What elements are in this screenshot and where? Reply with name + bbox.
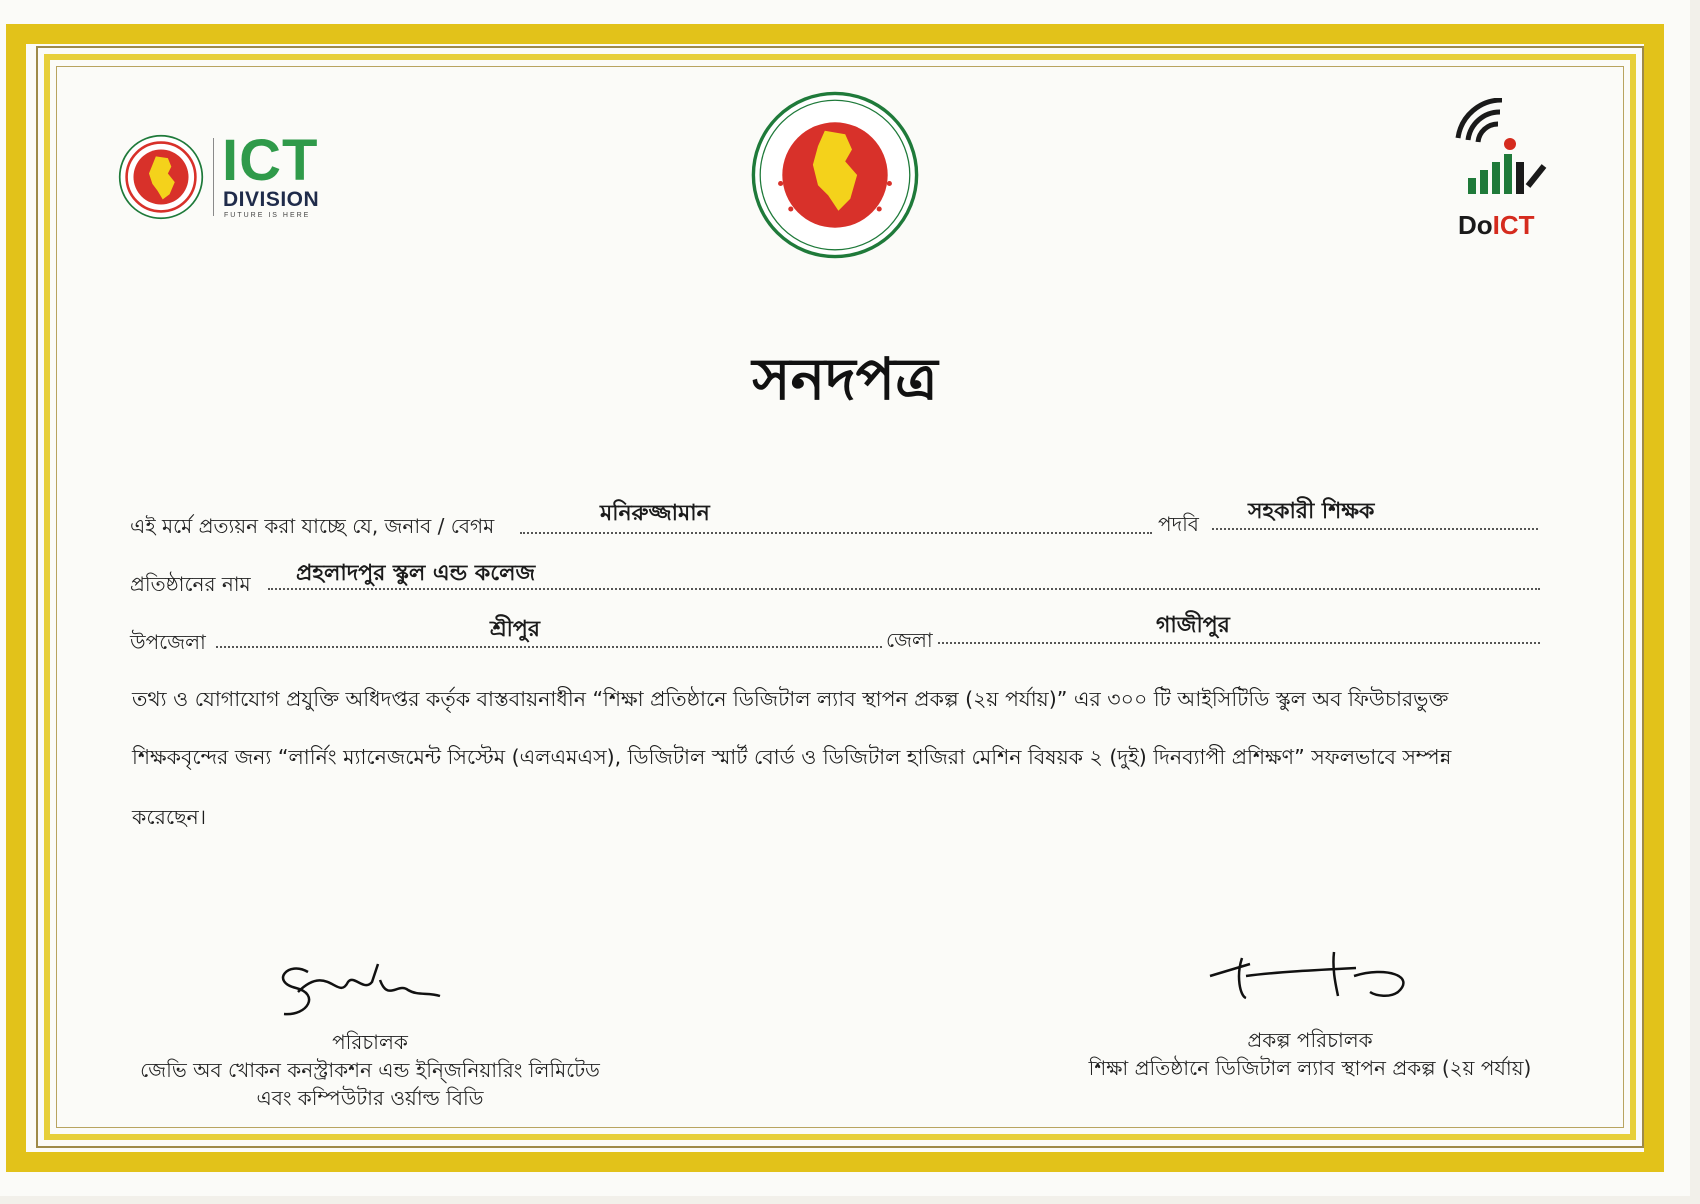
right-signatory-org-1: শিক্ষা প্রতিষ্ঠানে ডিজিটাল ল্যাব স্থাপন প্রকল্প (২য় পর্যায়) [1088, 1056, 1532, 1080]
doict-ict: ICT [1492, 210, 1535, 240]
body-line-3: করেছেন। [132, 805, 207, 829]
logo-divider [213, 138, 214, 216]
upazila-dotted-line [216, 646, 882, 648]
left-signatory-org-1: জেভি অব খোকন কনস্ট্রাকশন এন্ড ইন্জিনিয়ারিং লিমিটেড [140, 1058, 600, 1082]
ict-wordmark: ICT [222, 128, 319, 193]
left-signature-icon [268, 952, 448, 1022]
government-seal-small-icon [118, 134, 204, 220]
institution-value: প্রহলাদপুর স্কুল এন্ড কলেজ [296, 561, 536, 586]
left-signatory-org-2: এবং কম্পিউটার ওর্য়াল্ড বিডি [256, 1086, 484, 1110]
district-label: জেলা [886, 628, 933, 652]
doict-logo [1448, 98, 1560, 238]
right-signatory-title: প্রকল্প পরিচালক [1247, 1028, 1373, 1052]
left-signatory-title: পরিচালক [332, 1030, 408, 1054]
designation-label: পদবি [1158, 512, 1199, 536]
signal-bars-icon [1448, 98, 1560, 208]
division-wordmark: DIVISION [223, 188, 320, 211]
institution-label: প্রতিষ্ঠানের নাম [130, 572, 251, 596]
upazila-label: উপজেলা [130, 630, 206, 654]
government-seal-icon [750, 90, 920, 260]
right-signature-icon [1206, 946, 1416, 1016]
doict-wordmark [1458, 210, 1535, 241]
district-dotted-line [938, 642, 1540, 644]
ict-division-logo [118, 130, 338, 226]
designation-value: সহকারী শিক্ষক [1248, 499, 1375, 524]
body-line-2: শিক্ষকবৃন্দের জন্য “লার্নিং ম্যানেজমেন্ট সিস্টেম (এলএমএস), ডিজিটাল স্মার্ট বোর্ড ও ডিজিটাল হাজিরা মেশিন বিষয়ক ২ (দুই) দিনব্যাপী প্রশিক্ষণ” সফলভাবে সম্পন্ন [132, 745, 1452, 769]
name-value: মনিরুজ্জামান [600, 501, 710, 526]
doict-do: Do [1458, 210, 1493, 240]
ict-tagline: FUTURE IS HERE [224, 212, 311, 219]
upazila-value: শ্রীপুর [490, 617, 540, 642]
intro-label: এই মর্মে প্রত্যয়ন করা যাচ্ছে যে, জনাব / বেগম [130, 514, 495, 538]
body-line-1: তথ্য ও যোগাযোগ প্রযুক্তি অধিদপ্তর কর্তৃক বাস্তবায়নাধীন “শিক্ষা প্রতিষ্ঠানে ডিজিটাল ল্যাব স্থাপন প্রকল্প (২য় পর্যায়)” এর ৩০০ টি আইসিটিডি স্কুল অব ফিউচারভুক্ত [132, 687, 1449, 711]
district-value: গাজীপুর [1156, 613, 1230, 638]
certificate-title: সনদপত্র [752, 345, 938, 413]
